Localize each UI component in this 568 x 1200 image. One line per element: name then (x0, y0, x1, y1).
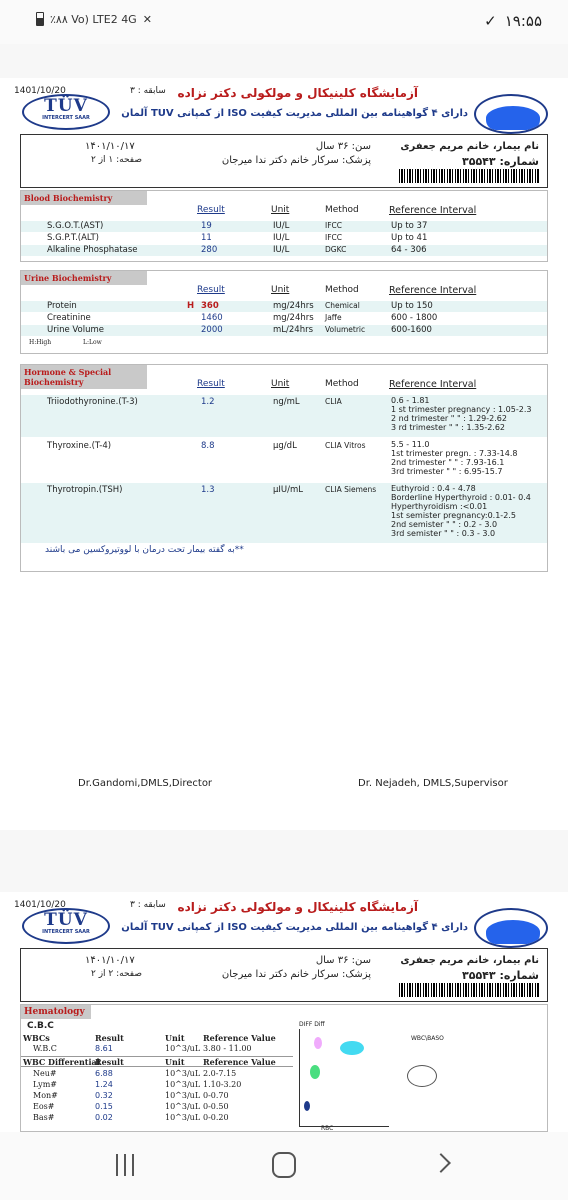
tuv-logo: TÜV INTERCERT SAAR (22, 94, 110, 130)
baso-plot (407, 1045, 487, 1115)
lab-subtitle: دارای ۴ گواهینامه بین المللی مدیریت کیفیت ISO از کمپانی TUV آلمان (121, 108, 468, 119)
col-reference: Reference Interval (389, 205, 477, 216)
blood-section (20, 190, 548, 262)
barcode (399, 169, 539, 183)
table-row: Lym# 1.24 10^3/uL 1.10-3.20 (33, 1080, 242, 1089)
debris-cluster (304, 1101, 310, 1111)
legend-high: H:High (29, 339, 52, 346)
back-icon[interactable] (431, 1153, 451, 1173)
report-page-2 (0, 892, 568, 1132)
table-row: Bas# 0.02 10^3/uL 0-0.20 (33, 1113, 229, 1122)
status-left (36, 12, 152, 26)
section-title: Hormone & Special Biochemistry (21, 365, 147, 389)
download-icon: ✓ (484, 12, 497, 30)
lab-title: آزمایشگاه کلینیکال و مولکولی دکتر نزاده (177, 900, 418, 914)
barcode (399, 983, 539, 997)
diff-label: DIFF Diff (299, 1021, 325, 1028)
table-row: Alkaline Phosphatase 280 IU/L DGKC 64 - 306 (21, 245, 547, 256)
mute-icon: ✕ (142, 12, 152, 26)
diff-scatter-plot (299, 1029, 389, 1127)
director-signature: Dr.Gandomi,DMLS,Director (78, 778, 213, 789)
treatment-note: **به گفته بیمار تحت درمان با لووتیروکسین می باشند (45, 545, 244, 555)
eosinophil-cluster (314, 1037, 322, 1049)
table-row: Creatinine 1460 mg/24hrs Jaffe 600 - 1800 (47, 313, 438, 323)
table-row: S.G.P.T.(ALT) 11 IU/L IFCC Up to 41 (47, 233, 428, 243)
home-icon[interactable] (272, 1152, 296, 1178)
legend-low: L:Low (83, 339, 102, 346)
date-stamp: 1401/10/20 (14, 86, 66, 96)
col-reference: Reference Interval (389, 379, 477, 390)
status-right (484, 12, 542, 30)
doctor-name: پزشک: سرکار خانم دکتر ندا میرجان (221, 155, 371, 166)
high-flag: H (187, 301, 195, 311)
sequence: سابقه : ۳ (130, 900, 166, 910)
col-unit: Unit (271, 285, 290, 295)
clock: ۱۹:۵۵ (504, 12, 542, 30)
col-result: Result (197, 285, 225, 295)
hormone-section (20, 364, 548, 572)
supervisor-signature: Dr. Nejadeh, DMLS,Supervisor (358, 778, 508, 789)
table-row: S.G.O.T.(AST) 19 IU/L IFCC Up to 37 (21, 221, 547, 232)
wbc-header: WBCs Result Unit Reference Value (23, 1033, 276, 1043)
battery-icon (36, 12, 44, 26)
date-stamp: 1401/10/20 (14, 900, 66, 910)
patient-age: سن: ۳۶ سال (315, 955, 371, 966)
navigation-bar (0, 1132, 568, 1200)
table-row: Mon# 0.32 10^3/uL 0-0.70 (33, 1091, 229, 1100)
table-row: Thyroxine.(T-4) 8.8 µg/dL CLIA Vitros 5.5 - 11.0 1st trimester pregn. : 7.33-14.8 2nd trimester " " : 7.93-16.1 3rd trimester " " : 6.95-15.7 (47, 440, 518, 476)
diff-header: WBC Differential Result Unit Reference Value (21, 1056, 293, 1067)
col-result: Result (197, 379, 225, 389)
report-page-1 (0, 78, 568, 830)
baso-label: WBC\BASO (411, 1035, 444, 1042)
col-method: Method (325, 205, 359, 215)
signal-info: ٪۸۸ Vo) LTE2 4G (50, 12, 137, 26)
table-row: Urine Volume 2000 mL/24hrs Volumetric 600-1600 (21, 325, 547, 336)
patient-number: شماره: ۳۵۵۴۳ (462, 155, 539, 168)
lab-title: آزمایشگاه کلینیکال و مولکولی دکتر نزاده (177, 86, 418, 100)
section-title: Hematology (21, 1005, 91, 1019)
patient-age: سن: ۳۶ سال (315, 141, 371, 152)
lab-logo-icon (474, 94, 548, 134)
baso-cluster (407, 1065, 437, 1087)
patient-number: شماره: ۳۵۵۴۳ (462, 969, 539, 982)
report-date: ۱۴۰۱/۱۰/۱۷ (85, 141, 135, 152)
section-title: Blood Biochemistry (21, 191, 147, 205)
neutrophil-cluster (340, 1041, 364, 1055)
col-reference: Reference Interval (389, 285, 477, 296)
sequence: سابقه : ۳ (130, 86, 166, 96)
col-method: Method (325, 379, 359, 389)
page-number: صفحه: ۲ از ۲ (91, 969, 142, 979)
table-row: Triiodothyronine.(T-3) 1.2 ng/mL CLIA 0.6 - 1.81 1 st trimester pregnancy : 1.05-2.3 2 nd trimester " " : 1.29-2.62 3 rd trimester " " : 1.35-2.62 (21, 395, 547, 437)
table-row: Thyrotropin.(TSH) 1.3 µIU/mL CLIA Siemens Euthyroid : 0.4 - 4.78 Borderline Hyperthyroid : 0.01- 0.4 Hyperthyroidism :<0.01 1st semister pregnancy:0.1-2.5 2nd semister " " : 0.2 - 3.0 3rd semister " " : 0.3 - 3.0 (21, 483, 547, 543)
lab-subtitle: دارای ۴ گواهینامه بین المللی مدیریت کیفیت ISO از کمپانی TUV آلمان (121, 922, 468, 933)
page-number: صفحه: ۱ از ۲ (91, 155, 142, 165)
table-row: W.B.C 8.61 10^3/uL 3.80 - 11.00 (33, 1044, 252, 1053)
lab-logo-icon (474, 908, 548, 948)
col-unit: Unit (271, 379, 290, 389)
recent-apps-icon[interactable] (116, 1154, 136, 1176)
table-row: Neu# 6.88 10^3/uL 2.0-7.15 (33, 1069, 237, 1078)
table-row: Protein H 360 mg/24hrs Chemical Up to 150 (21, 301, 547, 312)
tuv-logo: TÜV INTERCERT SAAR (22, 908, 110, 944)
col-unit: Unit (271, 205, 290, 215)
report-date: ۱۴۰۱/۱۰/۱۷ (85, 955, 135, 966)
cbc-label: C.B.C (27, 1021, 54, 1031)
hematology-section (20, 1004, 548, 1132)
patient-box (20, 948, 548, 1002)
doctor-name: پزشک: سرکار خانم دکتر ندا میرجان (221, 969, 371, 980)
section-title: Urine Biochemistry (21, 271, 147, 285)
table-row: Eos# 0.15 10^3/uL 0-0.50 (33, 1102, 229, 1111)
patient-box (20, 134, 548, 188)
lymphocyte-cluster (310, 1065, 320, 1079)
patient-name: نام بیمار، خانم مریم جعفری (400, 141, 539, 152)
col-method: Method (325, 285, 359, 295)
status-bar (0, 0, 568, 44)
rbc-label: RBC (321, 1125, 334, 1132)
urine-section (20, 270, 548, 354)
col-result: Result (197, 205, 225, 215)
patient-name: نام بیمار، خانم مریم جعفری (400, 955, 539, 966)
